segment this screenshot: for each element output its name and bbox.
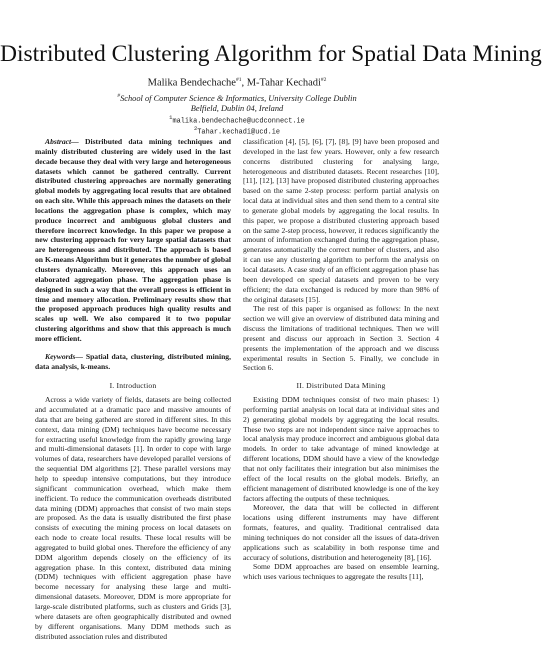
author-2-mark: #2	[320, 77, 327, 83]
email-1[interactable]: $^1$malika.bendechache@ucdconnect.ie	[169, 114, 305, 126]
keywords-text: Spatial data, clustering, distributed mining, data analysis, k-means.	[35, 351, 231, 371]
intro-paragraph: Across a wide variety of fields, datasets are being collected and accumulated at a dramatic pace and massive amounts of data that are being gathered are stored in different sites. In this context, data mining (DM) techniques have become necessary for extracting useful knowledge from the rapidly growing large and multi-dimensional datasets [1]. In order to cope with large volumes of data, researchers have developed parallel versions of the sequential DM algorithms [2]. These parallel versions may help to speedup intensive computations, but they introduce significant communication overhead, which make them inefficient. To reduce the communication overheads distributed data mining (DDM) approaches that consist of two main steps are proposed. As the data is usually distributed the first phase consists of executing the mining process on local datasets on each node to create local results. These local results will be aggregated to build global ones. Therefore the efficiency of any DDM algorithm depends closely on the efficiency of its aggregation phase. In this context, distributed data mining (DDM) techniques with efficient aggregation phase have become necessary for analysing these large and multi-dimensional datasets. Moreover, DDM is more appropriate for large-scale distributed platforms, such as clusters and Grids [3], where datasets are often geographically distributed and owned by different organisations. Many DDM methods such as distributed association rules and distributed	[35, 395, 231, 641]
author-line	[0, 74, 474, 90]
affiliation	[0, 91, 474, 115]
right-column	[243, 137, 439, 582]
paper-title: Distributed Clustering Algorithm for Spatial Data Mining	[0, 41, 542, 67]
abstract-text: Distributed data mining techniques and mainly distributed clustering are widely used in the last decade because they deal with very large and heterogeneous datasets which cannot be gathered centrally. Current distributed clustering approaches are normally generating global models by aggregating local results that are obtained on each site. While this approach mines the datasets on their locations the aggregation phase is complex, which may produce incorrect and ambiguous global clusters and therefore incorrect knowledge. In this paper we propose a new clustering approach for very large spatial datasets that are heterogeneous and distributed. The approach is based on K-means Algorithm but it generates the number of global clusters dynamically. Moreover, this approach uses an elaborated aggregation phase. The aggregation phase is designed in such a way that the overall process is efficient in time and memory allocation. Preliminary results show that the proposed approach produces high quality results and scales up well. We also compared it to two popular clustering algorithms and show that this approach is much more efficient.	[35, 137, 231, 343]
section-heading-introduction: I. Introduction	[109, 381, 157, 391]
abstract	[35, 137, 231, 344]
affiliation-mark: #	[117, 93, 121, 99]
affiliation-line-1: #School of Computer Science & Informatics, University College Dublin	[117, 93, 357, 103]
right-paragraph-2: The rest of this paper is organised as follows: In the next section we will give an overview of distributed data mining and discuss the limitations of traditional techniques. Then we will present and discuss our approach in Section 3. Section 4 presents the implementation of the approach and we discuss experimental results in Section 5. Finally, we conclude in Section 6.	[243, 304, 439, 373]
keywords	[35, 352, 231, 372]
email-2[interactable]: $^2$Tahar.kechadi@ucd.ie	[193, 125, 280, 137]
right-paragraph-1: classification [4], [5], [6], [7], [8], [9] have been proposed and developed in the last few years. However, only a few research concerns distributed clustering for analysing large, heterogeneous and distributed datasets. Recent researches [10], [11], [12], [13] have proposed distributed clustering approaches based on the same 2-step process: perform partial analysis on local data at individual sites and then send them to a central site to generate global models by aggregating the local results. In this paper, we propose a distributed clustering approach based on the same 2-step process, however, it reduces significantly the amount of information exchanged during the aggregation phase, generates automatically the correct number of clusters, and also it can use any clustering algorithm to perform the analysis on local datasets. A case study of an efficient aggregation phase has been developed on special datasets and proven to be very efficient; the data exchanged is reduced by more than 98% of the original datasets [15].	[243, 137, 439, 304]
ddm-paragraph-2: Moreover, the data that will be collected in different locations using different instruments may have different formats, features, and quality. Traditional centralised data mining techniques do not consider all the issues of data-driven applications such as scalability in both response time and accuracy of solutions, distribution and heterogeneity [8], [16].	[243, 503, 439, 562]
author-2: , M-Tahar Kechadi	[241, 77, 321, 89]
abstract-label: Abstract—	[45, 137, 79, 146]
section-heading-ddm: II. Distributed Data Mining	[296, 381, 386, 391]
ddm-paragraph-1: Existing DDM techniques consist of two main phases: 1) performing partial analysis on local data at individual sites and 2) generating global models by aggregating the local results. These two steps are not independent since naive approaches to local analysis may produce incorrect and ambiguous global data models. In order to take advantage of mined knowledge at different locations, DDM should have a view of the knowledge that not only facilitates their integration but also minimises the effect of the local results on the global models. Briefly, an efficient management of distributed knowledge is one of the key factors affecting the outputs of these techniques.	[243, 395, 439, 503]
author-1-mark: #1	[235, 77, 242, 83]
affiliation-line-2: Belfield, Dublin 04, Ireland	[190, 104, 284, 114]
left-column	[35, 137, 231, 641]
keywords-label: Keywords—	[45, 351, 83, 361]
ddm-paragraph-3: Some DDM approaches are based on ensemble learning, which uses various techniques to aggregate the results [11],	[243, 562, 439, 582]
author-1: Malika Bendechache	[147, 77, 236, 89]
